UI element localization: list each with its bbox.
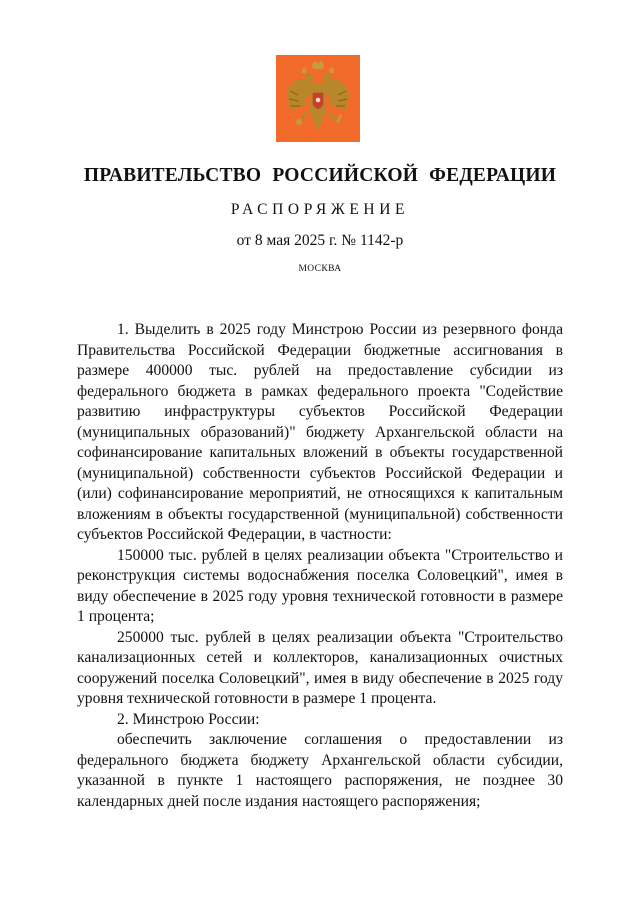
paragraph-3: 250000 тыс. рублей в целях реализации объекта "Строительство канализационных сетей и коллекторов, канализационных очистных сооружений поселка Соловецкий", имея в виду обеспечение в 2025 году уровня технической готовности в размере 1 процента. [77, 628, 563, 707]
document-body [77, 320, 563, 812]
paragraph-1: 1. Выделить в 2025 году Минстрою России из резервного фонда Правительства Российской Федерации бюджетные ассигнования в размере 400000 тыс. рублей на предоставление субсидии из федерального бюджета в рамках федерального проекта "Содействие развитию инфраструктуры субъектов Российской Федерации (муниципальных образований)" бюджету Архангельской области на софинансирование капитальных вложений в объекты государственной (муниципальной) собственности субъектов Российской Федерации и (или) софинансирование мероприятий, не относящихся к капитальным вложениям в объекты государственной (муниципальной) собственности субъектов Российской Федерации, в частности: [77, 321, 563, 543]
paragraph-2: 150000 тыс. рублей в целях реализации объекта "Строительство и реконструкция системы водоснабжения поселка Соловецкий", имея в виду обеспечение в 2025 году уровня технической готовности в размере 1 процента; [77, 546, 563, 625]
paragraph-4: 2. Минстрою России: [117, 710, 260, 728]
paragraph-5: обеспечить заключение соглашения о предоставлении из федерального бюджета бюджету Архангельской области субсидии, указанной в пункте 1 настоящего распоряжения, не позднее 30 календарных дней после издания настоящего распоряжения; [77, 731, 563, 810]
document-date-number: от 8 мая 2025 г. № 1142-р [236, 232, 404, 249]
russian-coat-of-arms-icon [276, 55, 360, 142]
document-city: МОСКВА [298, 264, 342, 274]
document-type: РАСПОРЯЖЕНИЕ [230, 201, 410, 218]
government-title: ПРАВИТЕЛЬСТВО РОССИЙСКОЙ ФЕДЕРАЦИИ [83, 165, 557, 186]
